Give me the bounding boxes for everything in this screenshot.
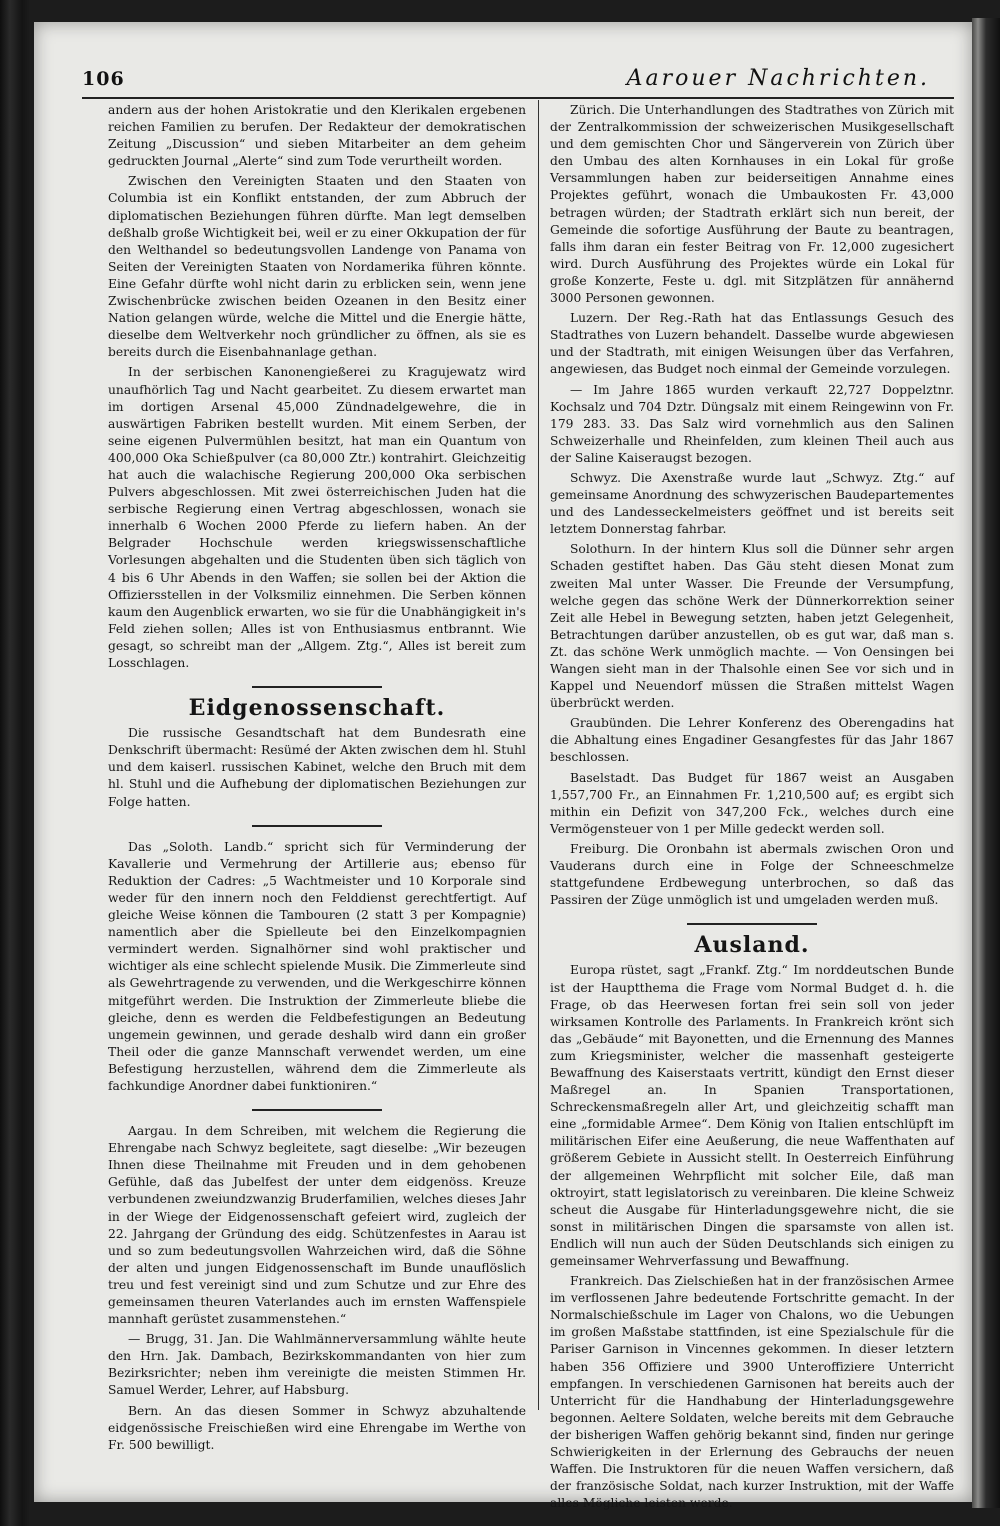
article-paragraph: Schwyz. Die Axenstraße wurde laut „Schwyz. Ztg.“ auf gemeinsame Anordnung des schwyzerischen Baudepartementes und des Landesseckelmeisters geöffnet und ist bereits seit letztem Donnerstag fahrbar. — [550, 470, 954, 537]
article-paragraph: Baselstadt. Das Budget für 1867 weist an Ausgaben 1,557,700 Fr., an Einnahmen Fr. 1,210,500 auf; es ergibt sich mithin ein Defizit von 347,200 Fck., welches durch eine Vermögensteuer von 1 per Mille gedeckt werden soll. — [550, 770, 954, 836]
section-divider — [252, 825, 382, 827]
section-divider — [252, 1109, 382, 1111]
article-paragraph: andern aus der hohen Aristokratie und den Klerikalen ergebenen reichen Familien zu berufen. Der Redakteur der demokratischen Zeitung „Discussion“ und sieben Mitarbeiter an dem geheim gedruckten Journal „Alerte“ sind zum Tode verurtheilt worden. — [108, 103, 526, 169]
column-divider — [538, 100, 539, 1410]
left-column — [108, 102, 526, 1454]
section-divider — [252, 686, 382, 688]
article-paragraph: Graubünden. Die Lehrer Konferenz des Oberengadins hat die Abhaltung eines Engadiner Gesangfestes für das Jahr 1867 beschlossen. — [550, 716, 954, 765]
article-paragraph: Bern. An das diesen Sommer in Schwyz abzuhaltende eidgenössische Freischießen wird eine Ehrengabe im Werthe von Fr. 500 bewilligt. — [108, 1403, 526, 1452]
article-paragraph: Luzern. Der Reg.-Rath hat das Entlassungs Gesuch des Stadtrathes von Luzern behandelt. Dasselbe wurde abgewiesen und der Stadtrath, mit einigen Weisungen über das Verfahren, angewiesen, das Budget noch einmal der Gemeinde vorzulegen. — [550, 311, 954, 377]
article-paragraph: Zürich. Die Unterhandlungen des Stadtrathes von Zürich mit der Zentralkommission der schweizerischen Musikgesellschaft und dem gemischten Chor und Sängerverein von Zürich über den Umbau des alten Kornhauses in ein Lokal für große Versammlungen haben zur beiderseitigen Annahme eines Projektes geführt, wonach die Umbaukosten Fr. 43,000 betragen würden; der Stadtrath erklärt sich nun bereit, der Gemeinde die sofortige Ausführung der Baute zu beantragen, falls ihm daran ein fester Beitrag von Fr. 12,000 zugesichert wird. Durch Ausführung des Projektes würde ein Lokal für große Konzerte, Feste u. dgl. mit Sitzplätzen für annähernd 3000 Personen gewonnen. — [550, 103, 954, 306]
article-paragraph: — Brugg, 31. Jan. Die Wahlmännerversammlung wählte heute den Hrn. Jak. Dambach, Bezirkskommandanten von hier zum Bezirksrichter; neben ihm vereinigte die meisten Stimmen Hr. Samuel Werder, Lehrer, auf Habsburg. — [108, 1332, 526, 1398]
article-paragraph: In der serbischen Kanonengießerei zu Kragujewatz wird unaufhörlich Tag und Nacht gearbeitet. Zu diesem erwartet man im dortigen Arsenal 45,000 Zündnadelgewehre, die in auswärtigen Fabriken bestellt wurden. Mit einem Serben, der seine eigenen Pulvermühlen besitzt, hat man ein Quantum von 400,000 Oka Schießpulver (ca 80,000 Ztr.) kontrahirt. Gleichzeitig hat auch die walachische Regierung 200,000 Oka serbischen Pulvers abgeschlossen. Mit zwei österreichischen Juden hat die serbische Regierung einen Vertrag abgeschlossen, wonach sie innerhalb 6 Wochen 2000 Pferde zu liefern haben. An der Belgrader Hochschule werden kriegswissenschaftliche Vorlesungen abgehalten und die Studenten üben sich täglich von 4 bis 6 Uhr Abends in den Waffen; sie sollen bei der Aktion die Offiziersstellen in der Volksmiliz einnehmen. Die Serben können kaum den Augenblick erwarten, wo sie für die Unabhängigkeit in's Feld ziehen sollen; Alles ist von Enthusiasmus entbrannt. Wie gesagt, so schreibt man der „Allgem. Ztg.“, Alles ist bereit zum Losschlagen. — [108, 365, 526, 670]
article-paragraph: Aargau. In dem Schreiben, mit welchem die Regierung die Ehrengabe nach Schwyz begleitete, sagt dieselbe: „Wir bezeugen Ihnen diese Theilnahme mit Freuden und in dem gehobenen Gefühle, daß das Jubelfest der unter dem eidgenöss. Kreuze verbundenen zweiundzwanzig Bruderfamilien, welches dieses Jahr in der Wiege der Eidgenossenschaft gefeiert wird, zugleich der 22. Jahrgang der Gründung des eidg. Schützenfestes in Aarau ist und so zum bedeutungsvollen Wahrzeichen wird, daß die Söhne der alten und jungen Eidgenossenschaft im Bunde unauflöslich treu und fest vereinigt sind und zum Schutze und zur Ehre des gemeinsamen theuren Vaterlandes auch im ernsten Waffenspiele mannhaft gerüstet zusammenstehen.“ — [108, 1124, 526, 1327]
article-paragraph: — Im Jahre 1865 wurden verkauft 22,727 Doppelztnr. Kochsalz und 704 Dztr. Düngsalz mit einem Reingewinn von Fr. 179 283. 33. Das Salz wird vornehmlich aus den Salinen Schweizerhalle und Rheinfelden, zum kleinen Theil auch aus der Saline Kaiseraugst bezogen. — [550, 382, 954, 465]
article-paragraph: Solothurn. In der hintern Klus soll die Dünner sehr argen Schaden gestiftet haben. Das Gäu steht diesen Monat zum zweiten Mal unter Wasser. Die Freunde der Versumpfung, welche gegen das schöne Werk der Dünnerkorrektion seiner Zeit alle Hebel in Bewegung setzten, haben jetzt Gelegenheit, Betrachtungen darüber anzustellen, ob es gut war, daß man s. Zt. das schöne Werk unmöglich machte. — Von Oensingen bei Wangen sieht man in der Thalsohle einen See vor sich und in Kappel und Neuendorf müssen die Straßen mittelst Wagen überbrückt werden. — [550, 542, 954, 711]
article-paragraph: Zwischen den Vereinigten Staaten und den Staaten von Columbia ist ein Konflikt entstanden, der zum Abbruch der diplomatischen Beziehungen führen dürfte. Man legt demselben deßhalb große Wichtigkeit bei, weil er zu einer Okkupation der für den Welthandel so bedeutungsvollen Landenge von Panama von Seiten der Vereinigten Staaten von Nordamerika führen könnte. Eine Gefahr dürfte wohl nicht darin zu erblicken sein, wenn jene Zwischenbrücke zwischen beiden Ozeanen in den Besitz einer Nation gelangen würde, welche die Mittel und die Energie hätte, dieselbe dem Weltverkehr noch gründlicher zu öffnen, als sie es bereits durch die Eisenbahnanlage gethan. — [108, 174, 526, 360]
page-header — [82, 68, 952, 98]
article-paragraph: Die russische Gesandtschaft hat dem Bundesrath eine Denkschrift übermacht: Resümé der Akten zwischen dem hl. Stuhl und dem kaiserl. russischen Kabinet, welche den Bruch mit dem hl. Stuhl und die Aufhebung der diplomatischen Beziehungen zur Folge hatten. — [108, 726, 526, 809]
section-heading: Eidgenossenschaft. — [188, 695, 446, 722]
section-heading: Ausland. — [694, 932, 810, 959]
article-paragraph: Frankreich. Das Zielschießen hat in der französischen Armee im verflossenen Jahre bedeutende Fortschritte gemacht. In der Normalschießschule im Lager von Chalons, wo die Uebungen im großen Maßstabe stattfinden, ist eine Spezialschule für die Pariser Garnison in Vincennes gekommen. In dieser letztern haben 356 Offiziere und 3900 Unteroffiziere Unterricht empfangen. In verschiedenen Garnisonen hat bereits auch der Unterricht für die Handhabung der Hinterladungsgewehre begonnen. Aeltere Soldaten, welche bereits mit dem Gebrauche der bisherigen Waffen gehörig bekannt sind, finden nur geringe Schwierigkeiten in der Erlernung des Gebrauchs der neuen Waffen. Die Instruktoren für die neuen Waffen versichern, daß der französische Soldat, nach kurzer Instruktion, mit der Waffe alles Mögliche leisten werde. — [550, 1274, 954, 1511]
page-edge — [972, 18, 1000, 1508]
page-number: 106 — [82, 68, 125, 90]
header-rule — [82, 97, 954, 99]
article-paragraph: Freiburg. Die Oronbahn ist abermals zwischen Oron und Vauderans durch eine in Folge der Schneeschmelze stattgefundene Erdbewegung unterbrochen, so daß das Passiren der Züge unmöglich ist und umgeladen werden muß. — [550, 841, 954, 908]
article-paragraph: Das „Soloth. Landb.“ spricht sich für Verminderung der Kavallerie und Vermehrung der Artillerie aus; ebenso für Reduktion der Cadres: „5 Wachtmeister und 10 Korporale sind weder für den innern noch den Felddienst gerechtfertigt. Auf gleiche Weise können die Tambouren (2 statt 3 per Kompagnie) namentlich aber die Spielleute bei den Einzelkompagnien vermindert werden. Signalhörner sind wohl praktischer und wichtiger als eine schlecht spielende Musik. Die Zimmerleute sind als Gewehrtragende zu verwenden, und die Werkgeschirre können mitgeführt werden. Die Instruktion der Zimmerleute bliebe die gleiche, denn es werden die Feldbefestigungen an Bedeutung ungemein gewinnen, und gerade deshalb wird dann ein großer Theil oder die ganze Mannschaft verwendet werden, um eine Befestigung herzustellen, während dem die Zimmerleute als fachkundige Anordner dabei funktioniren.“ — [108, 839, 526, 1093]
article-paragraph: Europa rüstet, sagt „Frankf. Ztg.“ Im norddeutschen Bunde ist der Hauptthema die Frage vom Normal Budget d. h. die Frage, ob das Heerwesen fortan frei sein soll von jeder wirksamen Kontrolle des Parlaments. In Frankreich krönt sich das „Gebäude“ mit Bayonetten, und die Ernennung des Mannes zum Kriegsminister, welcher die massenhaft gesteigerte Bewaffnung des Kaiserstaats vertritt, kündigt den Ernst dieser Maßregel an. In Spanien Transportationen, Schreckensmaßregeln aller Art, und gleichzeitig schafft man eine „formidable Armee“. Dem König von Italien entschlüpft im militärischen Eifer eine Aeußerung, die neue Waffenthaten auf größerem Gebiete in Aussicht stellt. In Oesterreich Einführung der allgemeinen Wehrpflicht mit solcher Eile, daß man oktroyirt, statt legislatorisch zu vereinbaren. Die kleine Schweiz scheut die Ausgabe für Hinterladungsgewehre nicht, die sie sonst in militärischen Dingen die sparsamste von allen ist. Endlich will nun auch der Süden Deutschlands sich einigen zu gemeinsamer Wehrverfassung und Bewaffnung. — [550, 963, 954, 1268]
masthead-title: Aarouer Nachrichten. — [626, 66, 930, 91]
section-divider — [687, 923, 817, 925]
right-column — [550, 102, 954, 1512]
